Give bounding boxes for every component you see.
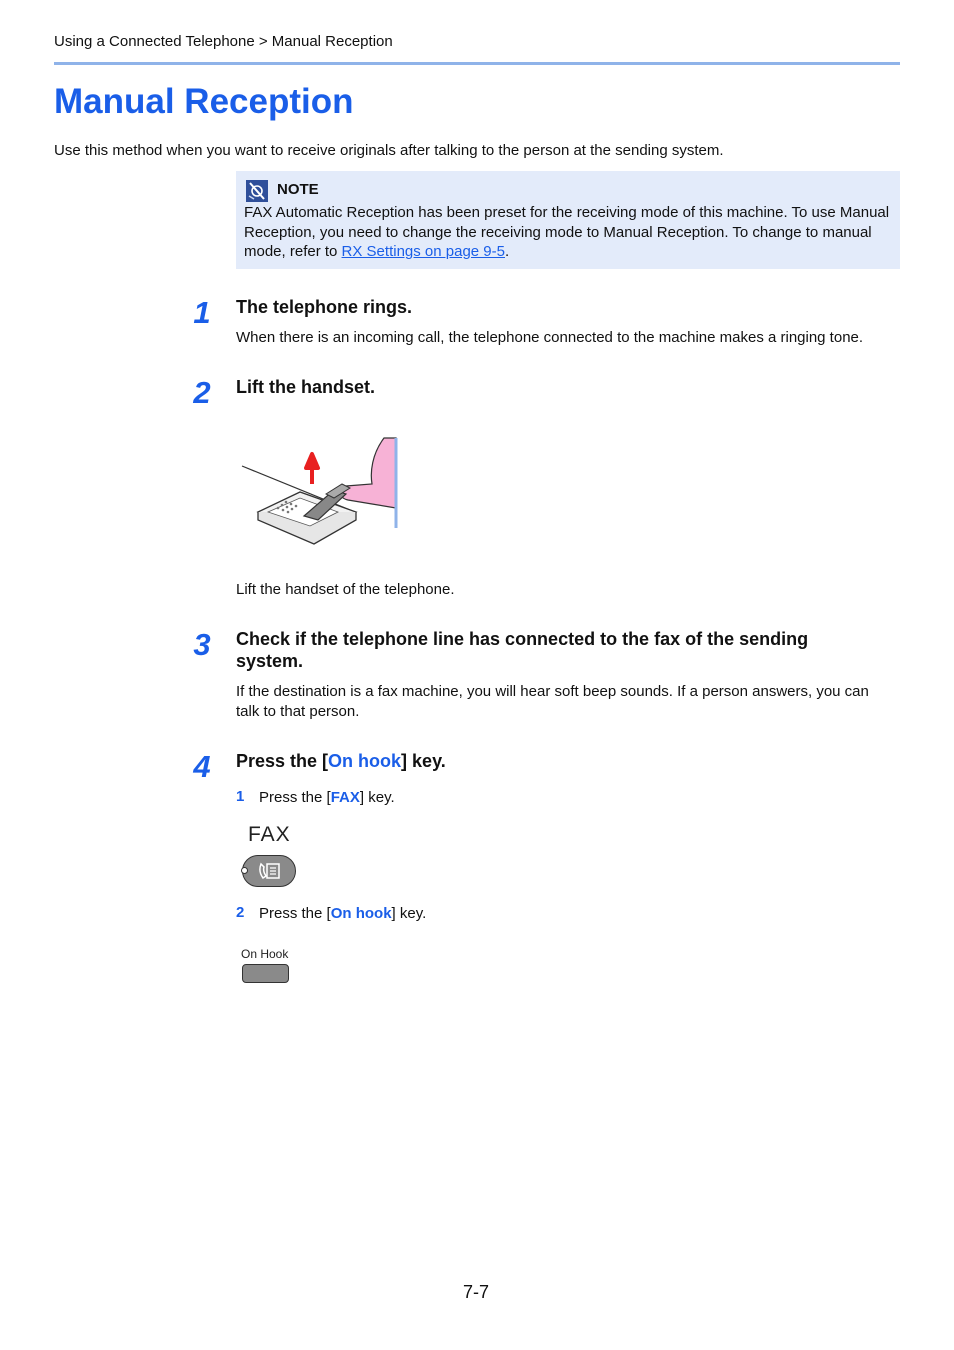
- substep-number: 2: [236, 904, 245, 921]
- note-text: FAX Automatic Reception has been preset for the receiving mode of this machine. To use Manual Reception, you need to change the receiving mode to Manual Reception. To change to manual mode, refer to RX Settings on page 9-5.: [244, 204, 890, 260]
- intro-text: Use this method when you want to receive originals after talking to the person at the sending system.: [54, 142, 724, 159]
- header-rule: [54, 62, 900, 65]
- page-title: Manual Reception: [54, 82, 354, 121]
- step-heading: Press the [On hook] key.: [236, 751, 446, 771]
- step-number: 1: [193, 295, 211, 330]
- on-hook-key-label: On Hook: [241, 947, 289, 961]
- breadcrumb: Using a Connected Telephone > Manual Reception: [54, 33, 393, 50]
- step-heading: Lift the handset.: [236, 377, 375, 397]
- fax-key-label: FAX: [248, 823, 291, 846]
- fax-key-button[interactable]: [242, 855, 296, 887]
- note-icon: [246, 180, 268, 202]
- substep-number: 1: [236, 788, 245, 805]
- on-hook-key-button[interactable]: [242, 964, 289, 983]
- rx-settings-link[interactable]: RX Settings on page 9-5: [341, 243, 505, 260]
- step-heading: Check if the telephone line has connected to the fax of the sending system.: [236, 629, 809, 671]
- step-body: If the destination is a fax machine, you will hear soft beep sounds. If a person answers, you can talk to that person.: [236, 683, 869, 720]
- step-number: 2: [193, 375, 211, 410]
- handset-illustration: [238, 432, 400, 548]
- step-caption: Lift the handset of the telephone.: [236, 581, 455, 598]
- substep-text: Press the [FAX] key.: [259, 789, 395, 806]
- note-box: [236, 171, 900, 269]
- fax-icon: [258, 861, 282, 881]
- indicator-led: [241, 867, 248, 874]
- step-number: 3: [193, 627, 211, 662]
- note-label: NOTE: [277, 181, 319, 198]
- step-number: 4: [193, 749, 211, 784]
- page-number: 7-7: [463, 1282, 490, 1302]
- step-body: When there is an incoming call, the telephone connected to the machine makes a ringing tone.: [236, 329, 864, 346]
- step-heading: The telephone rings.: [236, 297, 413, 317]
- substep-text: Press the [On hook] key.: [259, 905, 427, 922]
